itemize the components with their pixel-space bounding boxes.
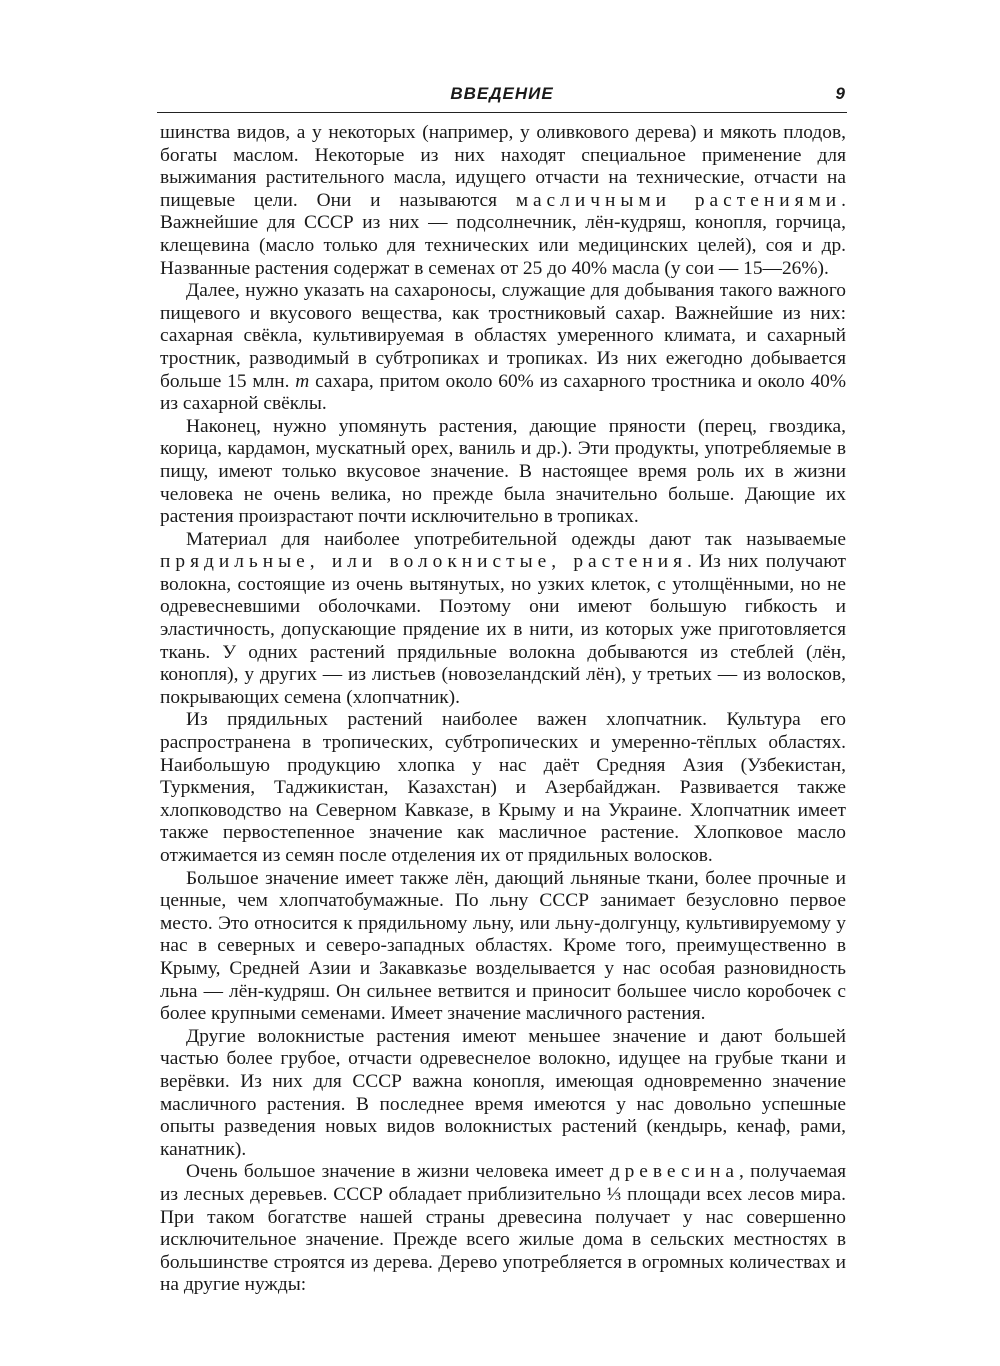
text-run: . Важнейшие для СССР из них — подсолнечник, лён-кудряш, конопля, горчица, клещевина (масло только для технических или медицинских целей), соя и др. Названные растения содержат в семенах от 25 до 40% масла (у сои — 15—26%). xyxy=(160,189,847,279)
text-run: Очень большое значение в жизни человека имеет xyxy=(186,1161,610,1183)
unit-italic: т xyxy=(295,370,310,392)
paragraph xyxy=(160,122,846,280)
paragraph xyxy=(160,1161,846,1297)
paragraph: Другие волокнистые растения имеют меньшее значение и дают большей частью более грубое, отчасти одревеснелое волокно, идущее на грубые ткани и верёвки. Из них для СССР важна конопля, имеющая одновременно значение масличного растения. В последнее время имеются у нас довольно успешные опыты разведения новых видов волокнистых растений (кендырь, кенаф, рами, канатник). xyxy=(160,1025,846,1160)
paragraph: Из прядильных растений наиболее важен хлопчатник. Культура его распространена в тропических, субтропических и умеренно-тёплых областях. Наибольшую продукцию хлопка у нас даёт Средняя Азия (Узбекистан, Туркмения, Таджикистан, Казахстан) и Азербайджан. Развивается также хлопководство на Северном Кавказе, в Крыму и на Украине. Хлопчатник имеет также первостепенное значение как масличное растение. Хлопковое масло отжимается из семян после отделения их от прядильных волосков. xyxy=(160,709,846,866)
spaced-term: масличными растениями xyxy=(515,189,842,211)
text-run: . Из них получают волокна, состоящие из очень вытянутых, но узких клеток, с утолщёнными, но не одревесневшими оболочками. Поэтому они имеют большую гибкость и эластичность, допускающие прядение их в нити, из которых уже приготовляется ткань. У одних растений прядильные волокна добываются из стеблей (лён, конопля), у других — из листьев (новозеландский лён), у третьих — из волосков, покрывающих семена (хлопчатник). xyxy=(160,551,846,708)
spaced-term: древесина xyxy=(609,1161,739,1183)
text-run: Далее, нужно указать на сахароносы, служащие для добывания такого важного пищевого и вкусового вещества, как тростниковый сахар. Важнейшие из них: сахарная свёкла, культивируемая в областях умеренного климата, и сахарный тростник, разводимый в субтропиках и тропиках. Из них ежегодно добывается больше 15 млн. xyxy=(160,280,846,392)
running-header xyxy=(157,84,847,110)
page-number: 9 xyxy=(835,84,845,103)
spaced-term: прядильные, или волокнистые, растения xyxy=(160,551,688,573)
text-run: , получаемая из лесных деревьев. СССР обладает приблизительно ⅓ площади всех лесов мира. При таком богатстве нашей страны древесина получает у нас совершенно исключительное значение. Прежде всего жилые дома в сельских местностях в большинстве строятся из дерева. Дерево употребляется в огромных количествах и на другие нужды: xyxy=(160,1161,846,1296)
chapter-title: ВВЕДЕНИЕ xyxy=(450,84,554,103)
body-text xyxy=(160,122,846,1297)
paragraph xyxy=(160,280,846,416)
text-run: сахара, притом около 60% из сахарного тростника и около 40% из сахарной свёклы. xyxy=(160,370,846,415)
paragraph: Наконец, нужно упомянуть растения, дающие пряности (перец, гвоздика, корица, кардамон, мускатный орех, ваниль и др.). Эти продукты, употребляемые в пищу, имеют только вкусовое значение. В настоящее время роль их в жизни человека не очень велика, но прежде была значительно больше. Дающие их растения произрастают почти исключительно в тропиках. xyxy=(160,415,846,528)
paragraph: Большое значение имеет также лён, дающий льняные ткани, более прочные и ценные, чем хлопчатобумажные. По льну СССР занимает безусловно первое место. Это относится к прядильному льну, или льну-долгунцу, культивируемому у нас в северных и северо-западных областях. Кроме того, преимущественно в Крыму, Средней Азии и Закавказье возделывается у нас особая разновидность льна — лён-кудряш. Он сильнее ветвится и приносит большее число коробочек с более крупными семенами. Имеет значение масличного растения. xyxy=(160,867,846,1025)
text-run: Материал для наиболее употребительной одежды дают так называемые xyxy=(186,528,846,550)
header-rule xyxy=(157,112,847,113)
paragraph xyxy=(160,529,846,710)
text-run: шинства видов, а у некоторых (например, у оливкового дерева) и мякоть плодов, богаты маслом. Некоторые из них находят специальное применение для выжимания растительного масла, идущего отчасти на технические, отчасти на пищевые цели. Они и называются xyxy=(160,122,846,211)
